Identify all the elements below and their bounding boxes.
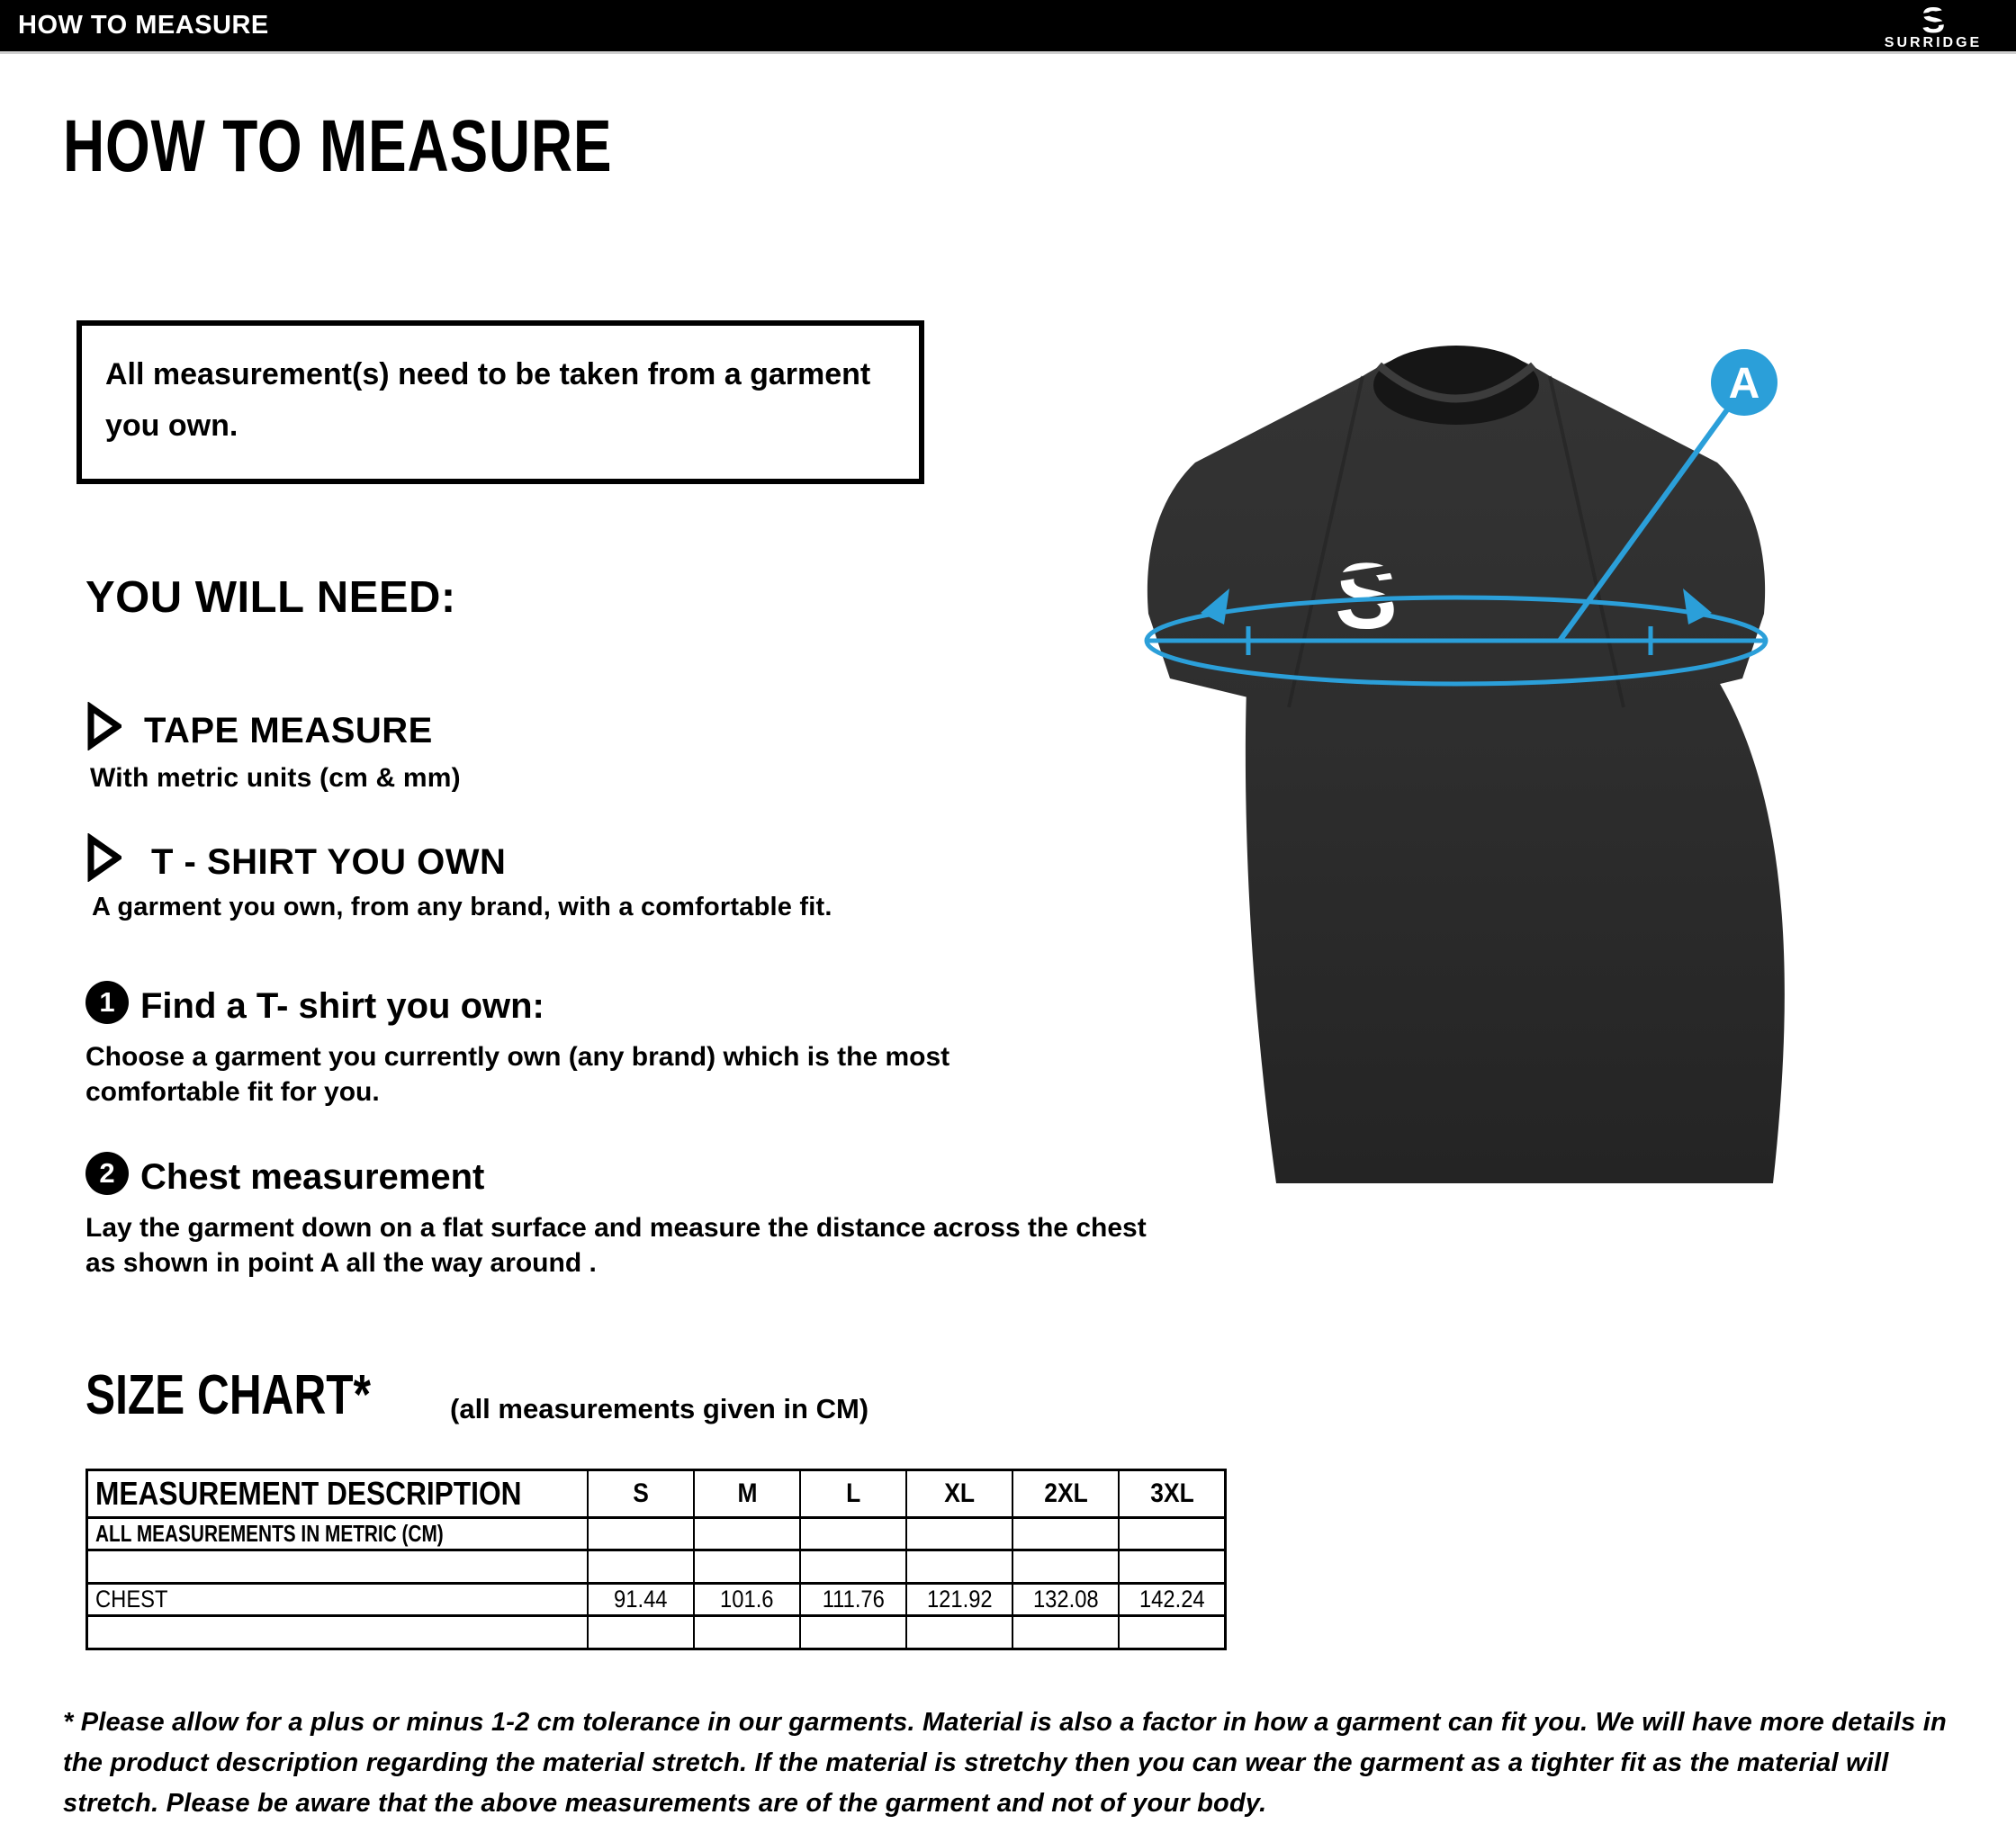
table-row xyxy=(87,1616,1226,1649)
topbar-title: HOW TO MEASURE xyxy=(18,11,269,40)
column-header: 3XL xyxy=(1149,1478,1194,1508)
chest-value-m: 101.6 xyxy=(720,1586,774,1613)
step-2-description: Lay the garment down on a flat surface and measure the distance across the chest as shown in point A all the way around . xyxy=(86,1213,1147,1278)
row-label: ALL MEASUREMENTS IN METRIC (CM) xyxy=(95,1520,444,1547)
chest-value-xl: 121.92 xyxy=(926,1586,993,1613)
tolerance-footnote: * Please allow for a plus or minus 1-2 cm tolerance in our garments. Material is also a factor in how a garment can fit you. We will have more details in the product description regarding the material stretch. If the material is stretchy then you can wear the garment as a tighter fit as the material will stretch. Please be aware that the above measurements are of the garment and not of your body. xyxy=(63,1708,1947,1818)
note-box xyxy=(76,320,924,484)
you-will-need-heading: YOU WILL NEED: xyxy=(86,573,456,622)
column-header: L xyxy=(845,1478,861,1508)
step-1-description: Choose a garment you currently own (any brand) which is the most comfortable fit for you. xyxy=(86,1042,950,1107)
column-header: 2XL xyxy=(1043,1478,1088,1508)
tshirt xyxy=(1148,348,1785,1183)
size-chart-table xyxy=(86,1469,1227,1650)
step-1-number: 1 xyxy=(99,986,115,1018)
step-2-number-badge xyxy=(86,1152,129,1195)
chest-value-s: 91.44 xyxy=(614,1586,668,1613)
point-a-label: A xyxy=(1728,360,1760,408)
column-header: M xyxy=(737,1478,758,1508)
column-header: MEASUREMENT DESCRIPTION xyxy=(95,1475,522,1512)
page-title: HOW TO MEASURE xyxy=(63,105,613,187)
table-header-row xyxy=(87,1470,1226,1518)
note-box-text: All measurement(s) need to be taken from a garment you own. xyxy=(105,357,871,443)
triangle-bullet-icon xyxy=(86,833,122,882)
topbar xyxy=(0,0,2016,51)
step-2-title: Chest measurement xyxy=(140,1157,485,1197)
table-row-chest xyxy=(87,1584,1226,1616)
table-row xyxy=(87,1550,1226,1584)
need-item-tshirt-title: T - SHIRT YOU OWN xyxy=(151,842,507,882)
collar xyxy=(1373,346,1539,425)
need-item-tshirt-desc: A garment you own, from any brand, with a comfortable fit. xyxy=(92,893,832,921)
surridge-wordmark: SURRIDGE xyxy=(1884,34,1983,50)
row-label: CHEST xyxy=(95,1586,168,1613)
chest-value-2xl: 132.08 xyxy=(1032,1586,1099,1613)
chest-logo-s-icon xyxy=(1305,531,1449,648)
chest-value-l: 111.76 xyxy=(822,1586,885,1613)
topbar-divider xyxy=(0,51,2016,54)
table-row xyxy=(87,1518,1226,1550)
chest-value-3xl: 142.24 xyxy=(1138,1586,1205,1613)
step-2-number: 2 xyxy=(99,1157,115,1189)
size-chart-heading: SIZE CHART* xyxy=(86,1364,371,1426)
column-header: S xyxy=(633,1478,649,1508)
step-1-number-badge xyxy=(86,981,129,1024)
column-header: XL xyxy=(944,1478,975,1508)
triangle-bullet-icon xyxy=(86,702,122,750)
need-item-tape-measure-desc: With metric units (cm & mm) xyxy=(90,763,461,793)
size-chart-subheading: (all measurements given in CM) xyxy=(450,1393,869,1424)
surridge-logo xyxy=(1861,1,2005,51)
tshirt-measure-diagram xyxy=(1035,297,1989,1341)
surridge-s-icon xyxy=(1906,1,1960,37)
step-1-title: Find a T- shirt you own: xyxy=(140,986,544,1026)
need-item-tape-measure-title: TAPE MEASURE xyxy=(144,711,433,750)
